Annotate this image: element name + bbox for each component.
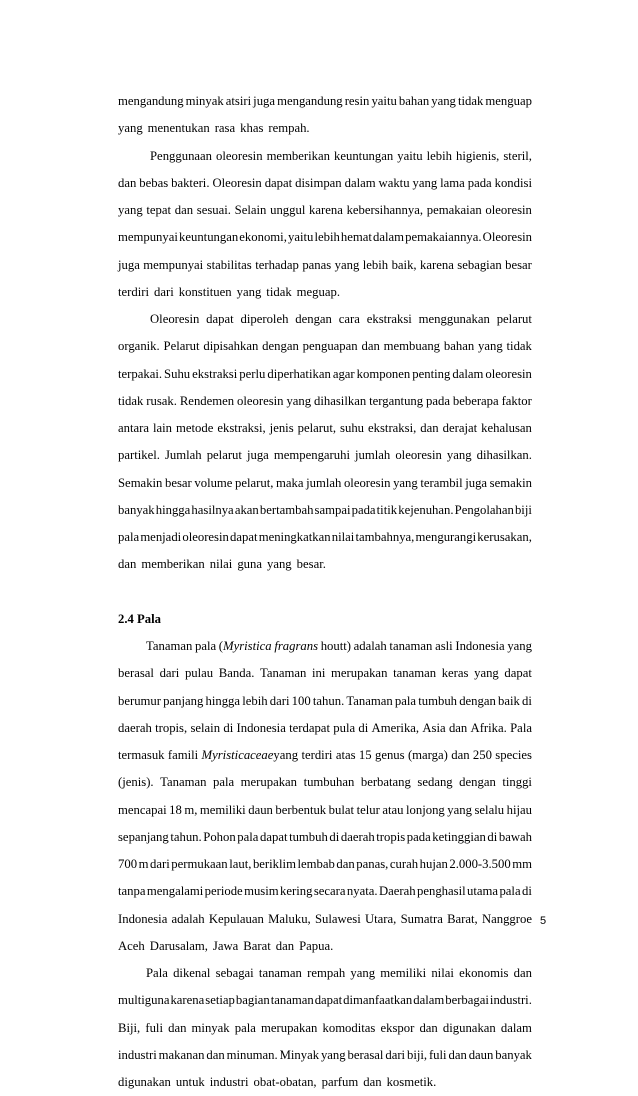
section-gap (118, 579, 532, 606)
paragraph-line: Tanaman pala (Myristica fragrans houtt) adalah tanaman asli Indonesia yang (146, 639, 532, 653)
paragraph-line: Indonesia adalah Kepulauan Maluku, Sulawesi Utara, Sumatra Barat, Nanggroe (118, 911, 532, 926)
paragraph-line: termasuk famili Myristicaceaeyang terdiri atas 15 genus (marga) dan 250 species (118, 748, 532, 762)
paragraph-line: dan bebas bakteri. Oleoresin dapat disimpan dalam waktu yang lama pada kondisi (118, 175, 532, 190)
body-text (118, 88, 532, 1096)
paragraph-line: organik. Pelarut dipisahkan dengan penguapan dan membuang bahan yang tidak (118, 339, 532, 354)
paragraph-line: mempunyai keuntungan ekonomi, yaitu lebih hemat dalam pemakaiannya. Oleoresin (118, 230, 532, 245)
paragraph-line: partikel. Jumlah pelarut juga mempengaruhi jumlah oleoresin yang dihasilkan. (118, 448, 532, 463)
section-heading: 2.4 Pala (118, 611, 161, 626)
paragraph-line: dan memberikan nilai guna yang besar. (118, 557, 326, 572)
paragraph-line: Biji, fuli dan minyak pala merupakan komoditas ekspor dan digunakan dalam (118, 1020, 532, 1035)
paragraph-line: antara lain metode ekstraksi, jenis pelarut, suhu ekstraksi, dan derajat kehalusan (118, 421, 532, 435)
paragraph-line: Pala dikenal sebagai tanaman rempah yang memiliki nilai ekonomis dan (146, 966, 532, 980)
paragraph-line: banyak hingga hasilnya akan bertambah sampai pada titik kejenuhan. Pengolahan biji (118, 502, 532, 517)
paragraph-line: terdiri dari konstituen yang tidak meguap. (118, 284, 341, 299)
paragraph-line: 700 m dari permukaan laut, beriklim lembab dan panas, curah hujan 2.000-3.500 mm (118, 857, 532, 871)
paragraph-line: pala menjadi oleoresin dapat meningkatkan nilai tambahnya, mengurangi kerusakan, (118, 530, 532, 544)
paragraph-line: Aceh Darusalam, Jawa Barat dan Papua. (118, 938, 334, 953)
paragraph-line: yang menentukan rasa khas rempah. (118, 121, 310, 136)
paragraph-line: yang tepat dan sesuai. Selain unggul karena kebersihannya, pemakaian oleoresin (118, 203, 532, 217)
paragraph-line: Semakin besar volume pelarut, maka jumlah oleoresin yang terambil juga semakin (118, 475, 532, 490)
paragraph-line: berumur panjang hingga lebih dari 100 tahun. Tanaman pala tumbuh dengan baik di (118, 693, 532, 708)
paragraph-line: mengandung minyak atsiri juga mengandung resin yaitu bahan yang tidak menguap (118, 94, 532, 108)
paragraph-line: mencapai 18 m, memiliki daun berbentuk bulat telur atau lonjong yang selalu hijau (118, 802, 532, 817)
paragraph-line: multiguna karena setiap bagian tanaman dapat dimanfaatkan dalam berbagai industri. (118, 993, 532, 1008)
paragraph-line: digunakan untuk industri obat-obatan, parfum dan kosmetik. (118, 1075, 437, 1089)
paragraph-line: berasal dari pulau Banda. Tanaman ini merupakan tanaman keras yang dapat (118, 666, 532, 681)
paragraph-line: daerah tropis, selain di Indonesia terdapat pula di Amerika, Asia dan Afrika. Pala (118, 720, 532, 735)
paragraph-line: sepanjang tahun. Pohon pala dapat tumbuh di daerah tropis pada ketinggian di bawah (118, 829, 532, 844)
paragraph-line: industri makanan dan minuman. Minyak yang berasal dari biji, fuli dan daun banyak (118, 1047, 532, 1062)
paragraph-line: Penggunaan oleoresin memberikan keuntungan yaitu lebih higienis, steril, (150, 148, 532, 163)
paragraph-line: tanpa mengalami periode musim kering secara nyata. Daerah penghasil utama pala di (118, 884, 532, 899)
paragraph-line: (jenis). Tanaman pala merupakan tumbuhan berbatang sedang dengan tinggi (118, 775, 532, 790)
paragraph-line: terpakai. Suhu ekstraksi perlu diperhatikan agar komponen penting dalam oleoresin (118, 366, 532, 381)
paragraph-line: tidak rusak. Rendemen oleoresin yang dihasilkan tergantung pada beberapa faktor (118, 393, 532, 408)
paragraph-line: juga mempunyai stabilitas terhadap panas yang lebih baik, karena sebagian besar (118, 257, 532, 272)
page-number: 5 (540, 915, 547, 927)
paragraph-line: Oleoresin dapat diperoleh dengan cara ekstraksi menggunakan pelarut (150, 312, 532, 326)
